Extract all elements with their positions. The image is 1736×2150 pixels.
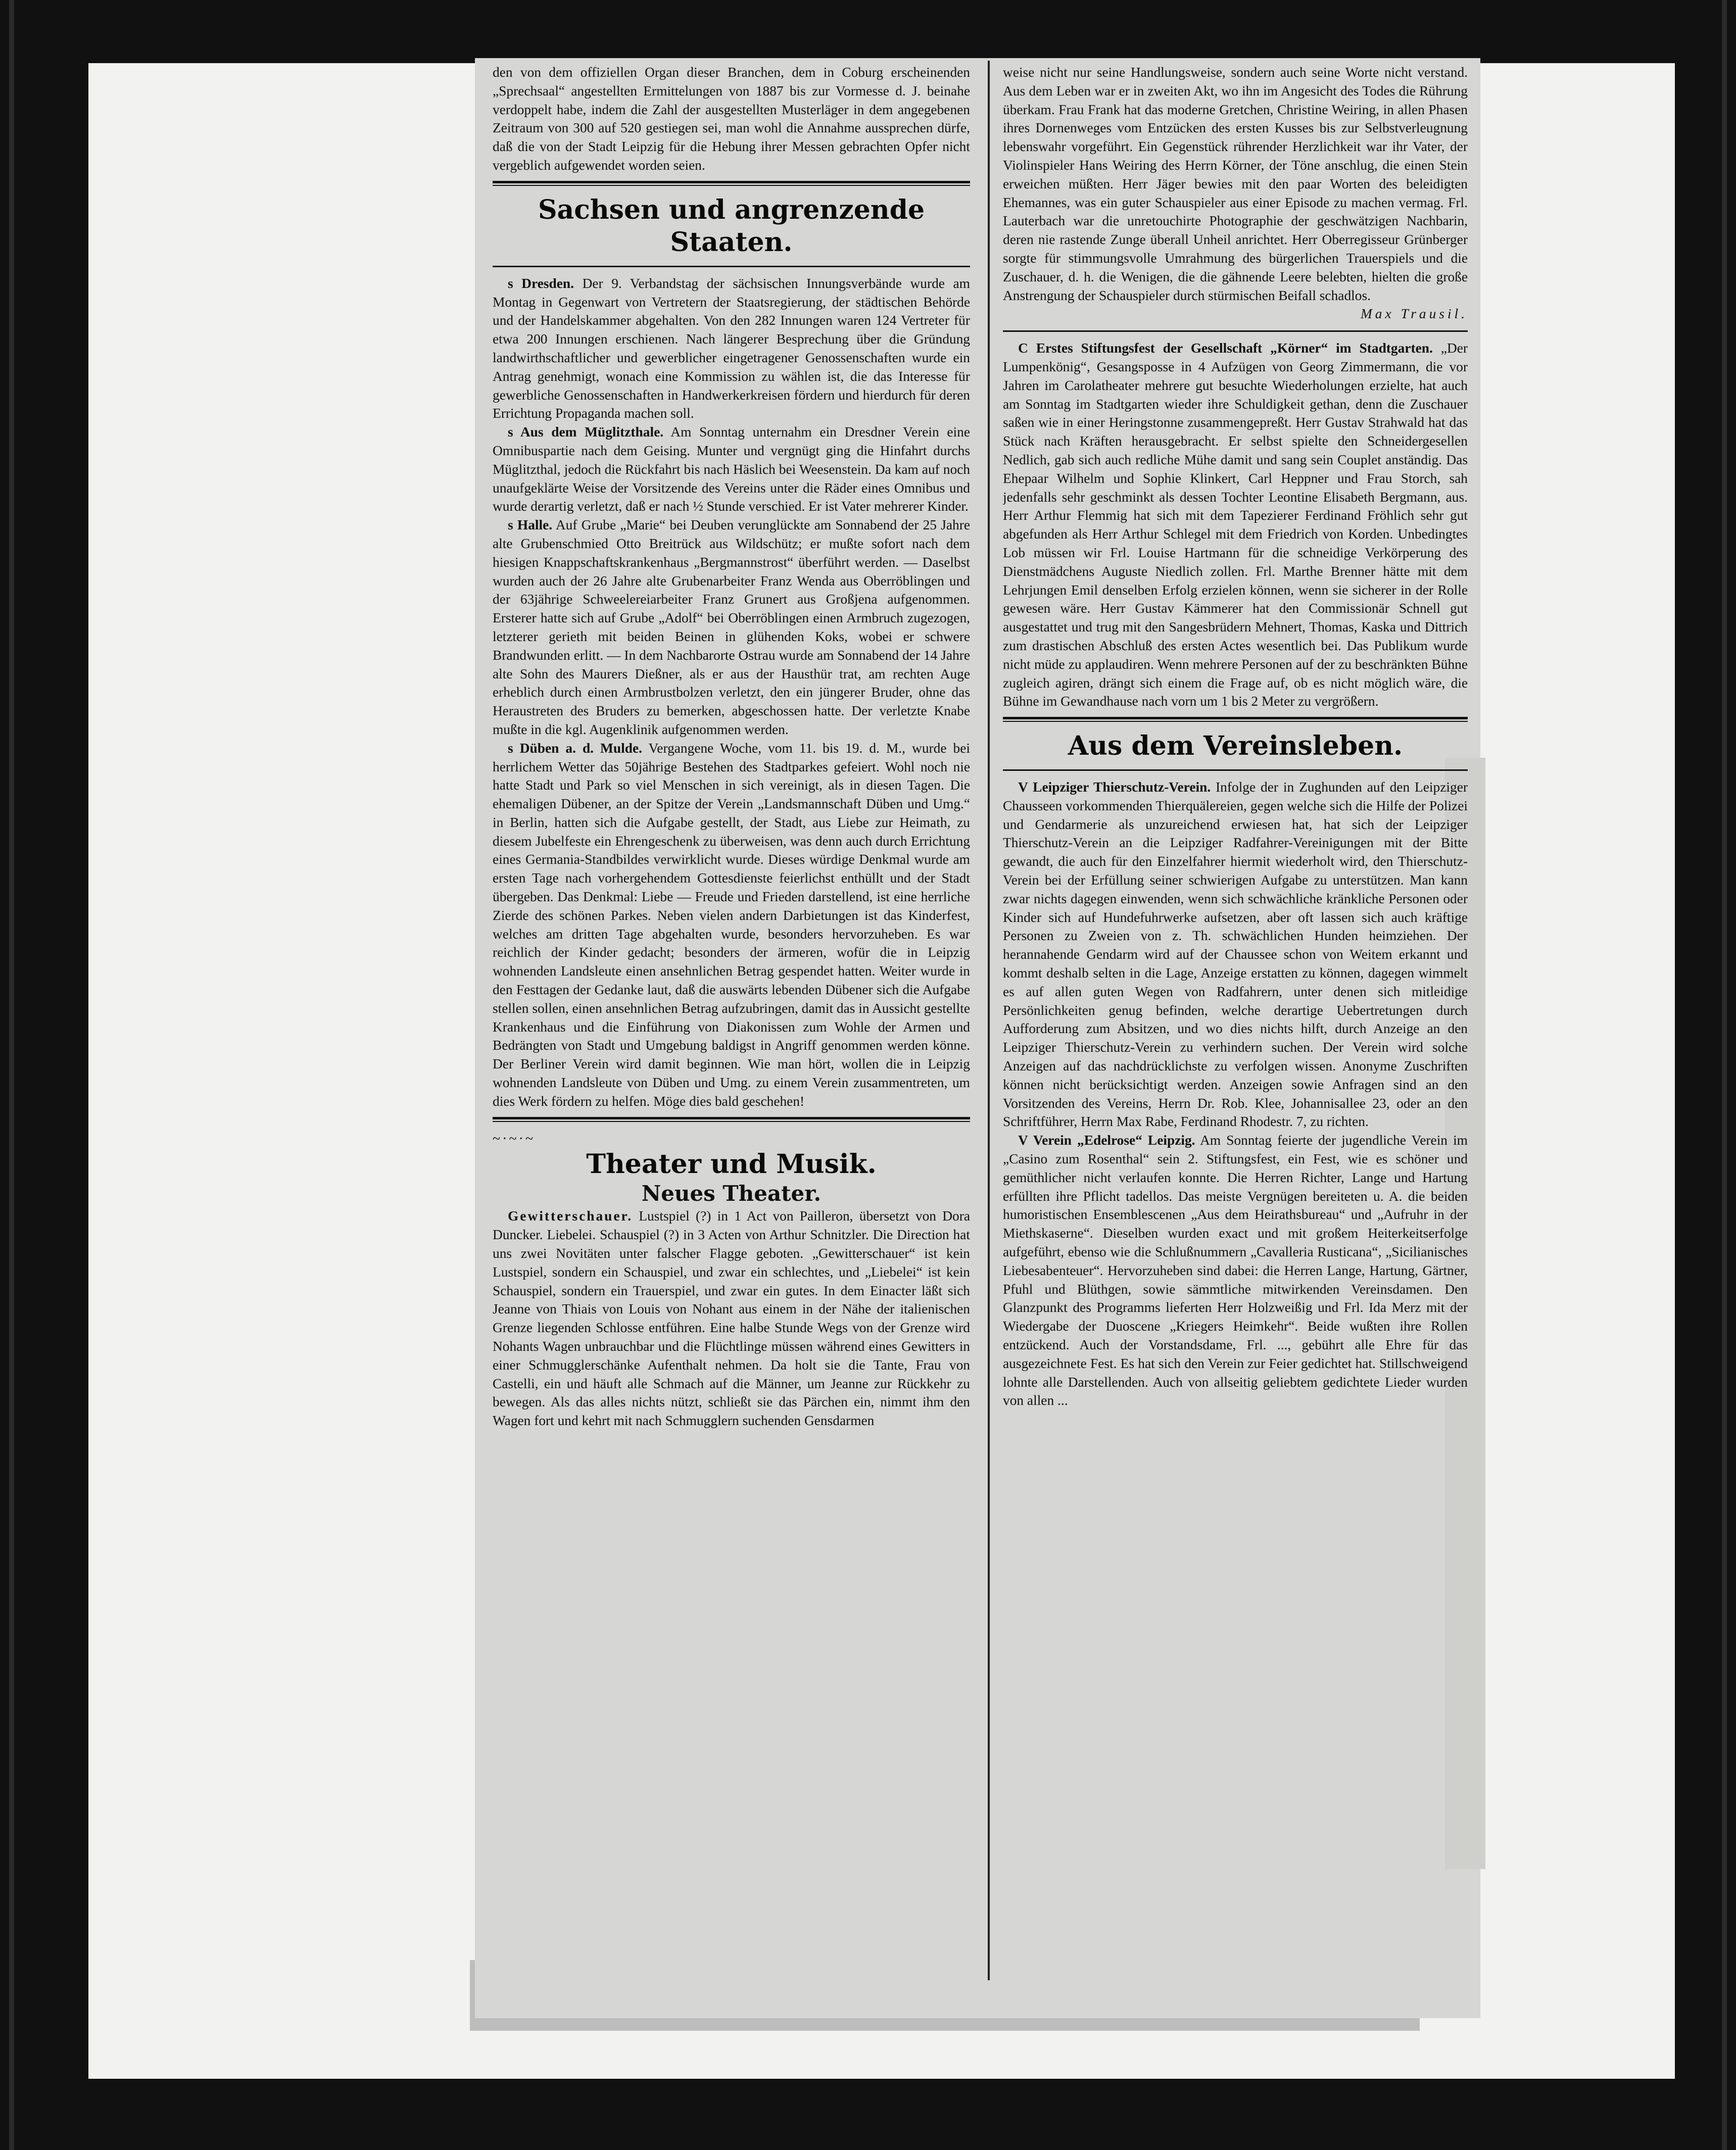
article-dueben [493, 739, 970, 1111]
article-body: Der 9. Verbandstag der sächsischen Innungsverbände wurde am Montag in Gegenwart von Vertretern der Staatsregierung, der städtischen Behörde und der Handelskammer abgehalten. Von den 282 Innungen waren 124 Vertreter für etwa 200 Innungen erschienen. Nach längerer Besprechung über die Gründung landwirthschaftlicher und gewerblicher eingetragener Genossenschaften wurde ein Antrag genehmigt, wonach eine Kommission zu wählen ist, die das Interesse für gewerbliche Genossenschaften in Handwerkerkreisen fördern und hierdurch für deren Errichtung Propaganda machen soll. [493, 275, 970, 421]
article-lead: s Aus dem Müglitzthale. [508, 424, 664, 440]
section-rule [493, 266, 970, 267]
intro-paragraph: weise nicht nur seine Handlungsweise, sondern auch seine Worte nicht verstand. Aus dem Leben war er in zweiten Akt, wo ihn im Angesicht des Todes die Rührung überkam. Frau Frank hat das moderne Gretchen, Christine Weiring, in allen Phasen ihres Dornenweges vom Entzücken des ersten Kusses bis zur Selbstverleugnung lebenswahr vorgeführt. Ein Gegenstück rührender Herzlichkeit war ihr Vater, der Violinspieler Hans Weiring des Herrn Körner, der Töne anschlug, die einen Stein erweichen müßten. Herr Jäger bewies mit den paar Worten des beleidigten Ehemannes, was ein guter Schauspieler aus einer Episode zu machen vermag. Frl. Lauterbach war die unretouchirte Photographie der geschwätzigen Nachbarin, deren nie rastende Zunge überall Unheil anrichtet. Herr Oberregisseur Grünberger sorgte für stimmungsvolle Umrahmung des bürgerlichen Trauerspiels und die Zuschauer, d. h. die Wenigen, die die gähnende Leere belebten, hielten die große Anstrengung der Schauspieler durch stürmischen Beifall schadlos. [1003, 65, 1468, 303]
section-heading-sachsen: Sachsen und angrenzende Staaten. [538, 194, 925, 258]
article-lead: Gewitterschauer. [508, 1208, 633, 1224]
article-body: Am Sonntag unternahm ein Dresdner Verein eine Omnibuspartie nach dem Geising. Munter und vergnügt ging die Hinfahrt durchs Müglitzthal, jedoch die Rückfahrt bis nach Häslich bei Weesenstein. Da kam auf noch unaufgeklärte Weise der Vorsitzende des Vereins unter die Räder eines Omnibus und wurde derartig verletzt, daß er nach ½ Stunde verschied. Er ist Vater mehrerer Kinder. [493, 424, 970, 514]
right-column [1003, 63, 1468, 2013]
article-body: Lustspiel (?) in 1 Act von Pailleron, übersetzt von Dora Duncker. Liebelei. Schauspiel (?) in 3 Acten von Arthur Schnitzler. Die Direction hat uns zwei Novitäten unter falscher Flagge geboten. „Gewitterschauer“ ist kein Lustspiel, sondern ein Schauspiel, und zwar ein schlechtes, und „Liebelei“ ist kein Schauspiel, sondern ein Trauerspiel, und zwar ein gutes. In dem Einacter läßt sich Jeanne von Thiais von Louis von Nohant aus einem in der Nähe der italienischen Grenze liegenden Schlosse entführen. Eine halbe Stunde Wegs von der Grenze wird Nohants Wagen unbrauchbar und die Flüchtlinge müssen während eines Gewitters in einer Schmugglerschänke Aufenthalt nehmen. Da holt sie die Tante, Frau von Castelli, ein und häuft alle Schmach auf die Männer, um Jeanne zur Rückkehr zu bewegen. Als das alles nichts nützt, schließt sie das Pärchen ein, nimmt ihm den Wagen fort und kehrt mit nach Schmugglern suchenden Gensdarmen [493, 1208, 970, 1429]
article-body: Infolge der in Zughunden auf den Leipziger Chausseen vorkommenden Thierquälereien, gegen welche sich die Hilfe der Polizei und Gendarmerie als unzureichend erwiesen hat, hat sich der Leipziger Thierschutz-Verein an die Leipziger Radfahrer-Vereinigungen mit der Bitte gewandt, die auch für den Einzelfahrer hiermit wiederholt wird, den Thierschutz-Verein bei der Erfüllung seiner schwierigen Aufgabe zu unterstützen. Man kann zwar nichts dagegen einwenden, wenn sich schwächliche kränkliche Personen oder Kinder sich auf Hundefuhrwerke aufsetzen, aber oft lassen sich auch kräftige Personen zu Zweien von z. Th. schwächlichen Hunden heimziehen. Der herannahende Gendarm wird auf der Chaussee schon von Weitem erkannt und kommt deshalb selten in die Lage, Anzeige erstatten zu können, dagegen wimmelt es auf allen guten Wegen von Radfahrern, unter denen sich mitleidige Persönlichkeiten genug befinden, welche derartige Uebertretungen durch Aufforderung zum Absitzen, und wo dies nichts hilft, durch Anzeige an den Leipziger Thierschutz-Verein zu verhindern suchen. Der Verein wird solche Anzeigen auf das nachdrücklichste zu verfolgen wissen. Anonyme Zuschriften können nicht berücksichtigt werden. Anzeigen sowie Anfragen sind an den Vorsitzenden des Vereins, Herrn Dr. Rob. Klee, Johannisallee 23, oder an den Schriftführer, Herrn Max Rabe, Ferdinand Rhodestr. 7, zu richten. [1003, 779, 1468, 1130]
article-mueglitz [493, 423, 970, 516]
article-lead: s Düben a. d. Mulde. [508, 740, 642, 756]
subheading-neues-theater: Neues Theater. [641, 1181, 822, 1206]
ornament-flourish: ~·~·~ [493, 1131, 536, 1147]
film-perforation-right [1722, 0, 1727, 2150]
section-rule [493, 1117, 970, 1122]
article-stiftungsfest [1003, 339, 1468, 711]
article-lead: V Leipziger Thierschutz-Verein. [1018, 779, 1211, 795]
article-body: Am Sonntag feierte der jugendliche Verein im „Casino zum Rosenthal“ sein 2. Stiftungsfest, ein Fest, wie es schöner und gemüthlicher nicht verlaufen konnte. Die Herren Richter, Lange und Hartung erfüllten ihre Pflicht tadellos. Das meiste Vergnügen bereiteten u. A. die beiden humoristischen Ensemblescenen „Aus dem Heirathsbureau“ und „Aufruhr in der Miethskaserne“. Dieselben wurden exact und mit großem Heiterkeitserfolge aufgeführt, ebenso wie die Schlußnummern „Cavalleria Rusticana“, „Sicilianisches Liebesabenteuer“. Hervorzuheben sind dabei: die Herren Lange, Hartung, Gärtner, Pfuhl und Blüthgen, sowie sämmtliche mitwirkenden Vereinsdamen. Den Glanzpunkt des Programms lieferten Herr Holzweißig und Frl. Ida Merz mit der Wiedergabe der Duoscene „Kriegers Heimkehr“. Beide wußten ihre Rollen entzückend. Auch der Vorstandsdame, Frl. ..., gebührt alle Ehre für das ausgezeichnete Fest. Es hat sich den Verein zur Feier gedichtet hat. Stillschweigend lohnte alle Darstellenden. Auch von allseitig geliebtem gedichtete Lieder wurden von allen ... [1003, 1133, 1468, 1408]
section-rule [1003, 717, 1468, 722]
article-body: „Der Lumpenkönig“, Gesangsposse in 4 Aufzügen von Georg Zimmermann, die vor Jahren im Carolatheater mehrere gut besuchte Wiederholungen erzielte, hat auch am Sonntag im Stadtgarten wieder ihre Schuldigkeit gethan, denn die Zuschauer saßen wie in einer Heringstonne zusammengepreßt. Herr Gustav Strahwald hat das Stück nach Kräften herausgebracht. Er selbst spielte den Schneidergesellen Nedlich, gab sich auch redliche Mühe damit und sang sein Couplet anständig. Das Ehepaar Wilhelm und Sophie Klinkert, Carl Heppner und Frau Storch, sah jedenfalls sehr geschminkt als dessen Tochter Leontine Elisabeth Bergmann, aus. Herr Arthur Flemmig hat sich mit dem Tapezierer Ferdinand Fröhlich sehr gut abgefunden als Herr Arthur Schlegel mit dem Friedrich von Korden. Unbedingtes Lob müssen wir Frl. Louise Hartmann für die schneidige Verkörperung des Dienstmädchens Auguste Niedlich zollen. Frl. Marthe Brenner hätte mit dem Lehrjungen Emil denselben Erfolg erzielen können, wenn sie sicherer in der Rolle gewesen wäre. Herr Gustav Kämmerer hat den Commissionär Schnell gut ausgestattet und trug mit den Sangesbrüdern Mehnert, Thomas, Kaska und Dittrich zum drastischen Abschluß des ersten Actes wesentlich bei. Das Publikum wurde nicht müde zu applaudiren. Wenn mehrere Personen auf der zu beschränkten Bühne zugleich agiren, drängt sich einem die Frage auf, ob es nicht möglich wäre, die Bühne im Gewandhause nach vorn um 1 bis 2 Meter zu vergrößern. [1003, 340, 1468, 709]
left-column [493, 63, 970, 2013]
article-body: Auf Grube „Marie“ bei Deuben verunglückte am Sonnabend der 25 Jahre alte Grubenschmied Otto Breitrück aus Wildschütz; er mußte sofort nach dem hiesigen Knappschaftskrankenhaus „Bergmannstrost“ überführt werden. — Daselbst wurden auch der 26 Jahre alte Grubenarbeiter Franz Wenda aus Oberröblingen und der 63jährige Schweelereiarbeiter Franz Grunert aus Großjena aufgenommen. Ersterer hatte sich auf Grube „Adolf“ bei Oberröblingen einen Armbruch zugezogen, letzterer gerieth mit beiden Beinen in glühenden Koks, wobei er schwere Brandwunden erlitt. — In dem Nachbarorte Ostrau wurde am Sonnabend der 14 Jahre alte Sohn des Maurers Dießner, als er aus der Hausthür trat, am rechten Auge erheblich durch einen Armbrustbolzen verletzt, den ein jüngerer Bruder, ohne das Heraustreten des Bruders zu bemerken, abgeschossen hatte. Der verletzte Knabe mußte in die kgl. Augenklinik aufgenommen werden. [493, 517, 970, 737]
article-lead: V Verein „Edelrose“ Leipzig. [1018, 1133, 1195, 1148]
article-lead: s Dresden. [508, 275, 574, 291]
article-body: Vergangene Woche, vom 11. bis 19. d. M., wurde bei herrlichem Wetter das 50jährige Bestehen des Stadtparkes gefeiert. Wohl noch nie hatte Stadt und Park so viel Menschen in sich vereinigt, als in diesen Tagen. Die ehemaligen Dübener, an der Spitze der Verein „Landsmannschaft Düben und Umg.“ in Berlin, hatten sich die Aufgabe gestellt, der Stadt, aus Liebe zur Heimath, zu diesem Jubelfeste ein Ehrengeschenk zu überweisen, was denn auch durch Errichtung eines Germania-Standbildes verwirklicht wurde. Dieses würdige Denkmal wurde am ersten Tage nach vorhergehendem Gottesdienste feierlichst enthüllt und der Stadt übergeben. Das Denkmal: Liebe — Freude und Frieden darstellend, ist eine herrliche Zierde des schönen Parkes. Neben vielen andern Darbietungen ist das Kinderfest, welches am dritten Tage abgehalten wurde, besonders hervorzuheben. Es war reichlich der Kinder gedacht; besonders der ärmeren, wofür die in Leipzig wohnenden Landsleute einen ansehnlichen Betrag gespendet hatten. Weiter wurde in den Festtagen der Gedanke laut, daß die auswärts lebenden Dübener sich die Aufgabe stellen sollen, einen ansehnlichen Betrag aufzubringen, damit das in Aussicht gestellte Krankenhaus und die Einführung von Diakonissen zum Wohle der Armen und Bedrängten von Stadt und Umgebung baldigst in Angriff genommen werden könne. Der Berliner Verein wird damit beginnen. Wie man hört, wollen die in Leipzig wohnenden Landsleute von Düben und Umg. zu einem Verein zusammentreten, um dies Werk fördern zu helfen. Möge dies bald geschehen! [493, 740, 970, 1109]
section-heading-vereinsleben: Aus dem Vereinsleben. [1068, 730, 1403, 762]
article-lead: C Erstes Stiftungsfest der Gesellschaft „Körner“ im Stadtgarten. [1018, 340, 1433, 356]
article-edelrose [1003, 1131, 1468, 1410]
section-heading-theater: Theater und Musik. [586, 1149, 877, 1180]
author-signature: Max Trausil. [1360, 306, 1468, 322]
section-rule [1003, 769, 1468, 771]
film-perforation-left [9, 0, 14, 2150]
column-divider [988, 61, 990, 1980]
article-theater [493, 1207, 970, 1430]
article-dresden [493, 274, 970, 423]
article-halle [493, 516, 970, 739]
article-tierschutz [1003, 778, 1468, 1131]
section-rule [1003, 330, 1468, 332]
intro-paragraph: den von dem offiziellen Organ dieser Branchen, dem in Coburg erscheinenden „Sprechsaal“ angestellten Ermittelungen von 1887 bis zur Vormesse d. J. beinahe verdoppelt habe, indem die Zahl der ausgestellten Musterläger in dem angegebenen Zeitraum von 300 auf 520 gestiegen sei, man wohl die Annahme aussprechen dürfe, daß die von der Stadt Leipzig für die Hebung ihrer Messen gebrachten Opfer nicht vergeblich aufgewendet worden seien. [493, 65, 970, 173]
section-rule [493, 181, 970, 186]
article-lead: s Halle. [508, 517, 553, 533]
